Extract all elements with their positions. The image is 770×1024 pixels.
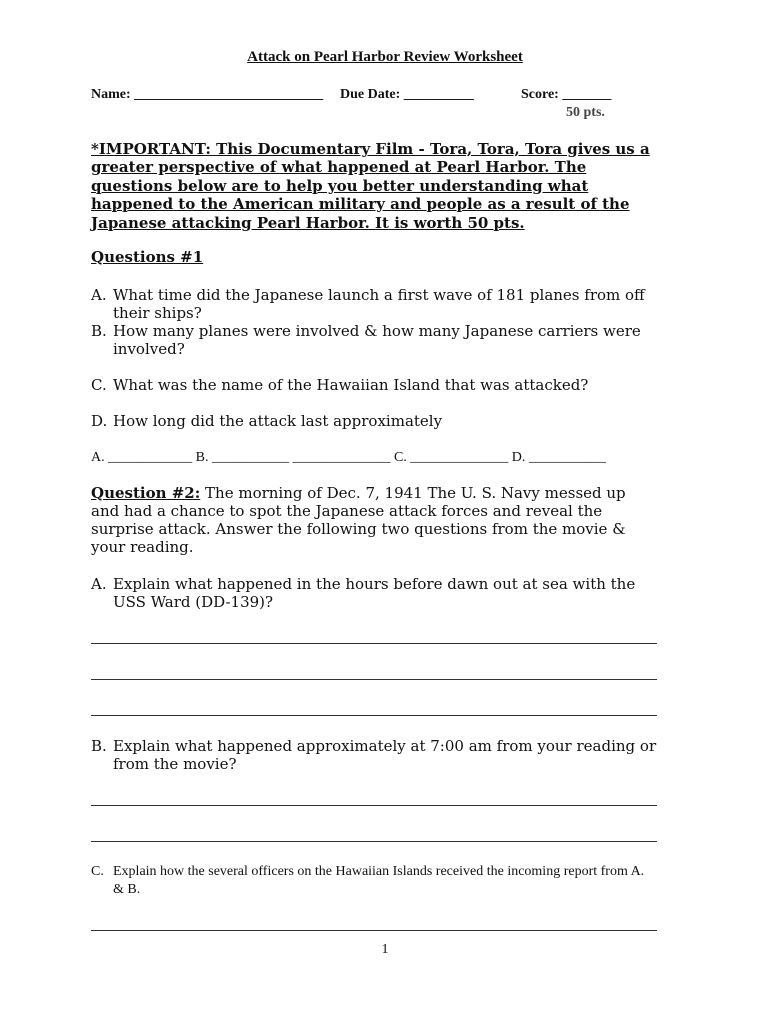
answer-line — [91, 679, 657, 680]
question-2b — [91, 737, 661, 773]
question-letter: B. — [91, 737, 107, 755]
question-letter: C. — [91, 864, 104, 879]
section-1-heading: Questions #1 — [91, 248, 204, 266]
answer-line — [91, 841, 657, 842]
question-text: What time did the Japanese launch a first wave of 181 planes from off their ships? — [113, 286, 645, 322]
question-text: What was the name of the Hawaiian Island that was attacked? — [113, 376, 589, 394]
question-letter: A. — [91, 286, 107, 304]
question-1c — [91, 376, 661, 394]
question-2-intro — [91, 484, 651, 556]
section-1-answer-blanks: A. ____________ B. ___________ ______________ C. ______________ D. ___________ — [91, 450, 606, 465]
question-letter: D. — [91, 412, 108, 430]
answer-line — [91, 643, 657, 644]
question-text: How many planes were involved & how many Japanese carriers were involved? — [113, 322, 641, 358]
question-1a — [91, 286, 661, 322]
question-letter: C. — [91, 376, 107, 394]
question-1d — [91, 412, 661, 430]
question-letter: A. — [91, 575, 107, 593]
question-text: Explain what happened in the hours before dawn out at sea with the USS Ward (DD-139)? — [113, 575, 636, 611]
total-points: 50 pts. — [566, 105, 605, 120]
question-text: How long did the attack last approximately — [113, 412, 443, 430]
question-1b — [91, 322, 661, 358]
question-text: Explain how the several officers on the Hawaiian Islands received the incoming report from A. & B. — [113, 864, 645, 897]
question-2-text: The morning of Dec. 7, 1941 The U. S. Navy messed up and had a chance to spot the Japanese attack forces and reveal the surprise attack. Answer the following two questions from the movie & your reading. — [91, 484, 626, 556]
question-2a — [91, 575, 661, 611]
answer-line — [91, 930, 657, 931]
worksheet-title: Attack on Pearl Harbor Review Worksheet — [247, 49, 523, 65]
question-2c — [91, 863, 651, 899]
page-number: 1 — [381, 942, 389, 957]
question-text: Explain what happened approximately at 7:00 am from your reading or from the movie? — [113, 737, 657, 773]
name-field-label: Name: ___________________________ — [91, 87, 324, 102]
question-2-label: Question #2: — [91, 484, 201, 502]
answer-line — [91, 715, 657, 716]
score-field-label: Score: _______ — [521, 87, 612, 102]
due-date-field-label: Due Date: __________ — [340, 87, 474, 102]
question-letter: B. — [91, 322, 107, 340]
important-note: *IMPORTANT: This Documentary Film - Tora, Tora, Tora gives us a greater perspective of what happened at Pearl Harbor. The questions below are to help you better understanding what happened to the American military and people as a result of the Japanese attacking Pearl Harbor. It is worth 50 pts. — [91, 140, 650, 232]
answer-line — [91, 805, 657, 806]
